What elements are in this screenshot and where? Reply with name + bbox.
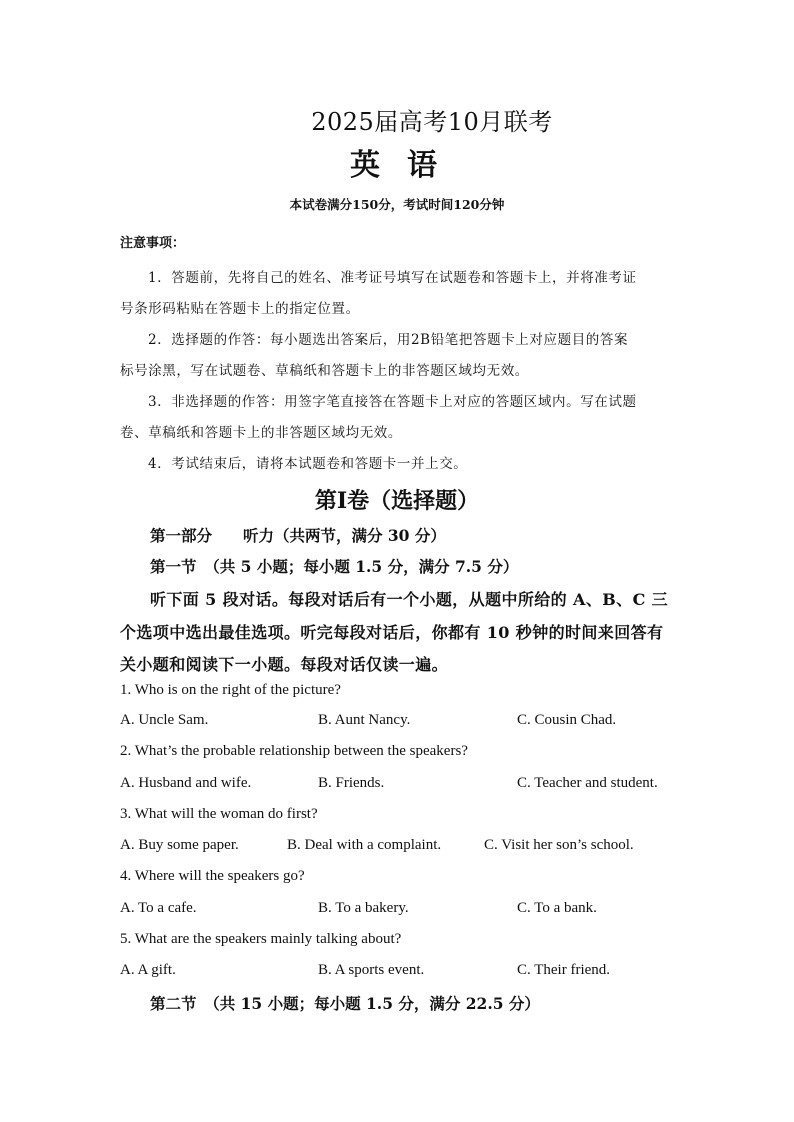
instruction-line: 个选项中选出最佳选项。听完每段对话后，你都有 10 秒钟的时间来回答有	[120, 623, 664, 642]
section1-heading: 第一节 （共 5 小题；每小题 1.5 分，满分 7.5 分）	[150, 557, 519, 576]
notice-line: 卷、草稿纸和答题卡上的非答题区域均无效。	[120, 425, 402, 441]
option-a: A. Uncle Sam.	[120, 712, 209, 728]
option-b: B. A sports event.	[318, 962, 425, 978]
option-a: A. A gift.	[120, 962, 176, 978]
option-c: C. Visit her son’s school.	[484, 837, 634, 853]
notice-line: 4．考试结束后，请将本试题卷和答题卡一并上交。	[148, 456, 468, 472]
notice-line: 1．答题前，先将自己的姓名、准考证号填写在试题卷和答题卡上，并将准考证	[148, 270, 637, 286]
question-stem: 3. What will the woman do first?	[120, 806, 318, 822]
instruction-line: 关小题和阅读下一小题。每段对话仅读一遍。	[120, 655, 449, 674]
question-stem: 4. Where will the speakers go?	[120, 868, 305, 884]
question-stem: 2. What’s the probable relationship between the speakers?	[120, 743, 468, 759]
instruction-line: 听下面 5 段对话。每段对话后有一个小题，从题中所给的 A、B、C 三	[150, 590, 669, 609]
option-b: B. To a bakery.	[318, 900, 409, 916]
notice-line: 3．非选择题的作答：用签字笔直接答在答题卡上对应的答题区域内。写在试题	[148, 394, 637, 410]
part-heading: 第一部分 听力（共两节，满分 30 分）	[150, 526, 446, 545]
option-c: C. Their friend.	[517, 962, 611, 978]
subject-title: 英语	[350, 148, 464, 183]
option-b: B. Aunt Nancy.	[318, 712, 411, 728]
exam-title: 2025届高考10月联考	[311, 108, 553, 136]
section2-heading: 第二节 （共 15 小题；每小题 1.5 分，满分 22.5 分）	[150, 994, 540, 1013]
question-stem: 1. Who is on the right of the picture?	[120, 682, 341, 698]
option-c: C. Teacher and student.	[517, 775, 658, 791]
option-c: C. To a bank.	[517, 900, 597, 916]
question-stem: 5. What are the speakers mainly talking about?	[120, 931, 402, 947]
option-b: B. Deal with a complaint.	[287, 837, 442, 853]
notice-line: 标号涂黑，写在试题卷、草稿纸和答题卡上的非答题区域均无效。	[120, 363, 529, 379]
exam-meta: 本试卷满分150分，考试时间120分钟	[289, 197, 505, 212]
notice-line: 号条形码粘贴在答题卡上的指定位置。	[120, 301, 360, 317]
notice-line: 2．选择题的作答：每小题选出答案后，用2B铅笔把答题卡上对应题目的答案	[148, 332, 629, 348]
option-a: A. Husband and wife.	[120, 775, 252, 791]
option-a: A. To a cafe.	[120, 900, 197, 916]
option-c: C. Cousin Chad.	[517, 712, 617, 728]
volume-title: 第Ⅰ卷（选择题）	[314, 488, 480, 514]
notice-heading: 注意事项：	[120, 236, 186, 251]
option-a: A. Buy some paper.	[120, 837, 239, 853]
option-b: B. Friends.	[318, 775, 385, 791]
